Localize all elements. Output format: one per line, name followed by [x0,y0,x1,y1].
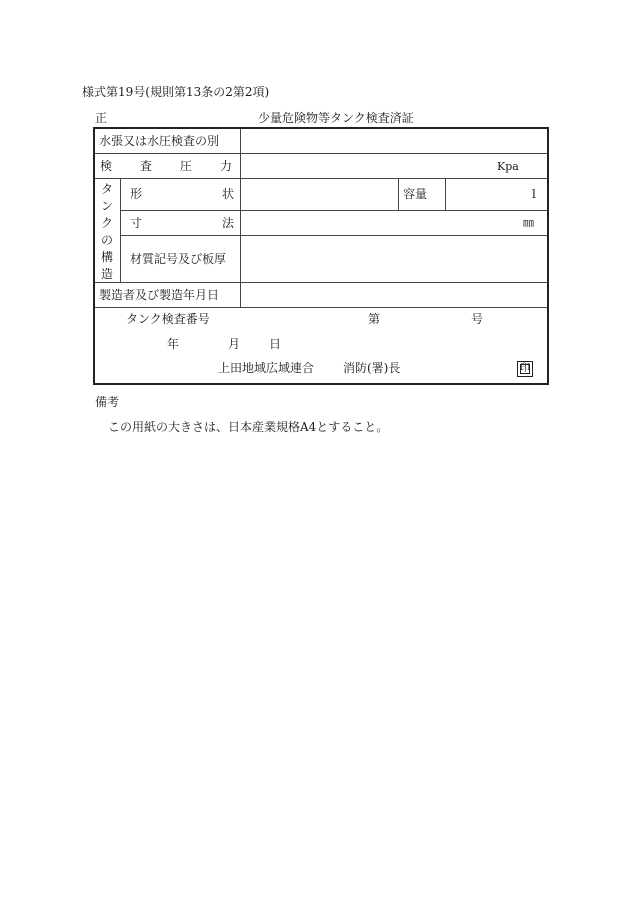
row-divider [95,153,547,154]
date-day: 日 [269,337,282,351]
original-mark: 正 [95,111,108,125]
row-divider [120,235,547,236]
remarks-heading: 備考 [95,395,120,409]
inspection-certificate-form [93,127,549,385]
manufacturer-label: 製造者及び製造年月日 [99,288,220,302]
shape-label [130,187,234,201]
material-label: 材質記号及び板厚 [130,252,227,266]
column-divider [120,178,121,282]
label-char: ク [100,216,113,230]
label-char: 形 [130,187,143,201]
dimensions-label [130,216,234,230]
material-field[interactable] [245,252,541,266]
water-test-field[interactable] [245,134,541,148]
label-char: タ [100,182,113,196]
label-char: 寸 [130,216,143,230]
label-char: 圧 [179,159,192,173]
label-char: 構 [100,250,113,264]
label-char: 造 [100,267,113,281]
form-number: 様式第19号(規則第13条の2第2項) [82,85,270,99]
issuer-name: 上田地域広域連合 [218,361,315,375]
dimensions-unit: ㎜ [523,216,534,229]
pressure-unit: Kpa [497,160,519,173]
tank-structure-label [99,181,115,283]
capacity-unit: l [532,187,536,201]
pressure-label [100,159,232,173]
row-divider [120,210,547,211]
capacity-field[interactable] [451,187,527,201]
issuer-title: 消防(署)長 [343,361,401,375]
document-title: 少量危険物等タンク検査済証 [258,111,414,125]
capacity-label: 容量 [403,187,428,201]
column-divider [445,178,446,210]
number-suffix: 号 [471,312,484,326]
water-test-label: 水張又は水圧検査の別 [99,134,220,148]
date-year: 年 [167,337,180,351]
label-char: 法 [221,216,234,230]
label-char: の [100,233,113,247]
row-divider [95,307,547,308]
dimensions-field[interactable] [245,216,515,230]
column-divider [398,178,399,210]
shape-field[interactable] [245,187,393,201]
label-char: 力 [219,159,232,173]
remarks-note: この用紙の大きさは、日本産業規格A4とすること。 [108,420,389,434]
label-char: ン [100,199,113,213]
pressure-field[interactable] [245,159,485,173]
row-divider [95,178,547,179]
manufacturer-field[interactable] [245,288,541,302]
date-month: 月 [228,337,241,351]
label-char: 状 [221,187,234,201]
seal-mark [517,361,533,377]
row-divider [95,282,547,283]
label-char: 検 [100,159,113,173]
column-divider [240,129,241,307]
label-char: 査 [139,159,152,173]
seal-text: 印 [520,363,530,374]
inspection-number-label: タンク検査番号 [126,312,210,326]
number-prefix: 第 [368,312,381,326]
